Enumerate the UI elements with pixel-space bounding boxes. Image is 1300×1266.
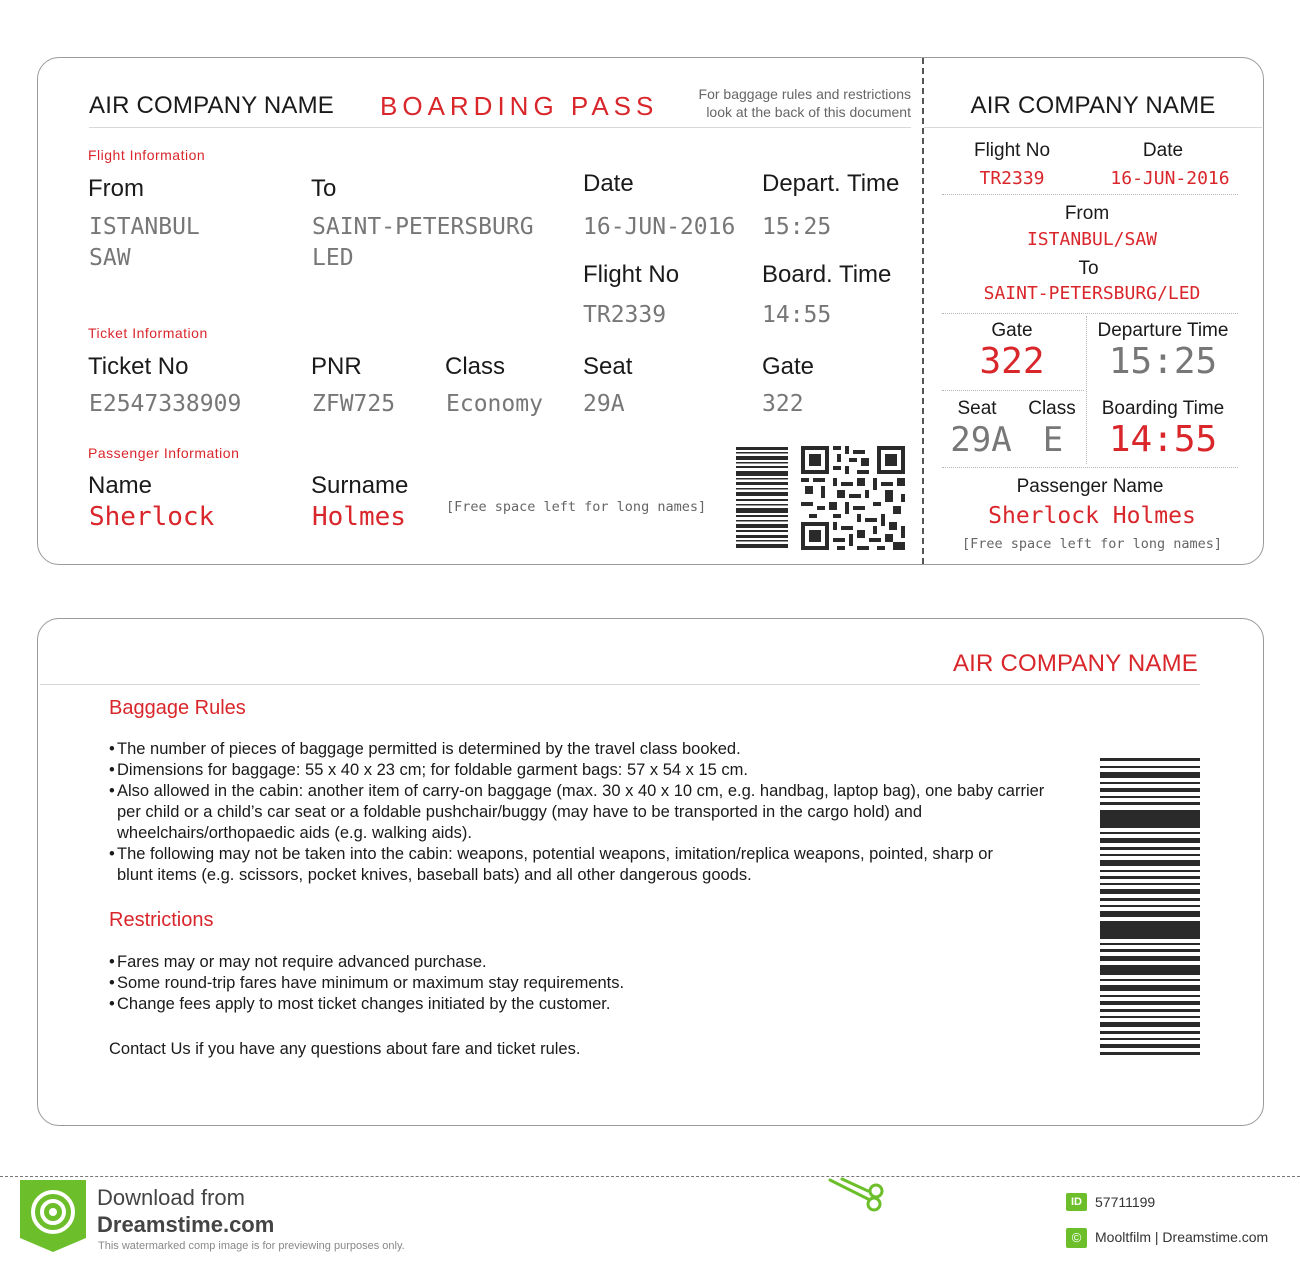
contact-note: Contact Us if you have any questions about fare and ticket rules.: [109, 1040, 581, 1058]
company-name: AIR COMPANY NAME: [89, 92, 335, 119]
surname-label: Surname: [311, 472, 409, 499]
boarding-pass-title: BOARDING PASS: [380, 91, 659, 121]
passenger-section-title: Passenger Information: [88, 445, 240, 461]
baggage-rule-3b: per child or a child’s car seat or a foldable pushchair/buggy (may have to be transported in the cargo hold) and: [117, 803, 923, 821]
baggage-rule-1: • The number of pieces of baggage permitted is determined by the travel class booked.: [109, 739, 1049, 760]
stub-to-label: To: [1078, 258, 1099, 279]
baggage-rule-4b: blunt items (e.g. scissors, pocket knives, baseball bats) and all other dangerous goods.: [117, 866, 752, 884]
watermark-line1: Download from: [97, 1185, 245, 1210]
surname-value: Holmes: [312, 502, 406, 532]
baggage-rule-2: • Dimensions for baggage: 55 x 40 x 23 cm; for foldable garment bags: 57 x 54 x 15 cm.: [109, 760, 1049, 781]
from-city: ISTANBUL: [89, 214, 200, 240]
seat-label: Seat: [583, 353, 633, 380]
board-time-value: 14:55: [762, 302, 832, 328]
class-value: Economy: [446, 391, 543, 417]
baggage-rules-list: [109, 739, 1049, 886]
name-value: Sherlock: [89, 502, 215, 532]
stub-gate-label: Gate: [991, 320, 1033, 341]
from-code: SAW: [89, 245, 131, 271]
from-label: From: [88, 175, 144, 202]
baggage-rule-3c: wheelchairs/orthopaedic aids (e.g. walking aids).: [117, 824, 472, 842]
id-badge: ID: [1066, 1193, 1087, 1211]
stub-passenger-value: Sherlock Holmes: [988, 503, 1196, 529]
class-label: Class: [445, 353, 506, 380]
ticket-no-label: Ticket No: [88, 353, 189, 380]
baggage-rules-title: Baggage Rules: [109, 697, 246, 719]
stub-date-value: 16-JUN-2016: [1110, 168, 1230, 189]
copyright-icon: ©: [1066, 1228, 1087, 1248]
back-company-name: AIR COMPANY NAME: [952, 650, 1198, 677]
seat-value: 29A: [583, 391, 625, 417]
baggage-note-line1: For baggage rules and restrictions: [698, 86, 911, 102]
stub-departure-label: Departure Time: [1097, 320, 1229, 341]
date-value: 16-JUN-2016: [583, 214, 736, 240]
stub-divider-3: [942, 390, 1084, 391]
date-label: Date: [583, 170, 634, 197]
tear-line: [922, 58, 924, 564]
ticket-section-title: Ticket Information: [88, 325, 208, 341]
gate-value: 322: [762, 391, 804, 417]
stub-date-label: Date: [1142, 140, 1184, 161]
back-barcode-icon: [1100, 758, 1200, 1056]
stub-company-name: AIR COMPANY NAME: [970, 92, 1216, 119]
stub-class-value: E: [1042, 420, 1064, 460]
stub-to-value: SAINT-PETERSBURG/LED: [983, 283, 1201, 304]
to-label: To: [311, 175, 337, 202]
free-space-note: [Free space left for long names]: [446, 499, 707, 515]
pnr-value: ZFW725: [312, 391, 396, 417]
stub-from-label: From: [1064, 203, 1110, 224]
gate-label: Gate: [762, 353, 815, 380]
to-code: LED: [312, 245, 354, 271]
stub-flight-label: Flight No: [973, 140, 1051, 161]
stub-gate-value: 322: [979, 341, 1045, 382]
stub-divider-1: [942, 194, 1238, 195]
image-id: 57711199: [1095, 1194, 1156, 1210]
board-time-label: Board. Time: [762, 261, 892, 288]
to-city: SAINT-PETERSBURG: [312, 214, 534, 240]
stub-flight-value: TR2339: [979, 168, 1045, 189]
flight-no-label: Flight No: [583, 261, 680, 288]
back-header-divider: [40, 684, 1200, 685]
footer-dashed-line: [0, 1176, 1300, 1177]
qr-code-icon: [801, 446, 905, 550]
scissors-icon: [828, 1177, 890, 1213]
barcode-icon: [736, 447, 788, 549]
stub-passenger-label: Passenger Name: [1016, 476, 1164, 497]
stub-header-divider: [924, 127, 1262, 128]
pnr-label: PNR: [311, 353, 362, 380]
ticket-no-value: E2547338909: [89, 391, 242, 417]
stub-boarding-label: Boarding Time: [1101, 398, 1225, 419]
restrictions-title: Restrictions: [109, 909, 214, 931]
stub-vdivider-1: [1086, 316, 1087, 464]
watermark-line3: This watermarked comp image is for previewing purposes only.: [98, 1240, 405, 1252]
baggage-rule-4a: • The following may not be taken into the cabin: weapons, potential weapons, imitation/replica weapons, pointed, sharp or: [109, 844, 1049, 865]
restriction-3: • Change fees apply to most ticket changes initiated by the customer.: [109, 994, 1049, 1015]
stub-from-value: ISTANBUL/SAW: [1026, 229, 1158, 250]
flight-section-title: Flight Information: [88, 147, 206, 163]
name-label: Name: [88, 472, 153, 499]
stub-free-space-note: [Free space left for long names]: [961, 536, 1223, 552]
watermark-line2: Dreamstime.com: [97, 1212, 275, 1237]
baggage-note-line2: look at the back of this document: [706, 104, 911, 120]
flight-no-value: TR2339: [583, 302, 667, 328]
header-divider: [89, 127, 911, 128]
restriction-1: • Fares may or may not require advanced purchase.: [109, 952, 1049, 973]
dreamstime-logo-icon: [20, 1180, 86, 1252]
stub-seat-label: Seat: [957, 398, 997, 419]
baggage-rule-3a: • Also allowed in the cabin: another item of carry-on baggage (max. 30 x 40 x 10 cm, e.g. handbag, laptop bag), one baby carrier: [109, 781, 1049, 802]
stub-divider-2: [942, 313, 1238, 314]
restriction-2: • Some round-trip fares have minimum or maximum stay requirements.: [109, 973, 1049, 994]
stub-boarding-value: 14:55: [1108, 419, 1218, 460]
image-credit: Mooltfilm | Dreamstime.com: [1095, 1229, 1269, 1245]
restrictions-list: [109, 952, 1049, 1015]
stub-divider-4: [942, 467, 1238, 468]
stub-class-label: Class: [1028, 398, 1076, 419]
depart-time-value: 15:25: [762, 214, 832, 240]
stub-departure-value: 15:25: [1108, 341, 1218, 382]
depart-time-label: Depart. Time: [762, 170, 900, 197]
stub-seat-value: 29A: [950, 420, 1012, 460]
